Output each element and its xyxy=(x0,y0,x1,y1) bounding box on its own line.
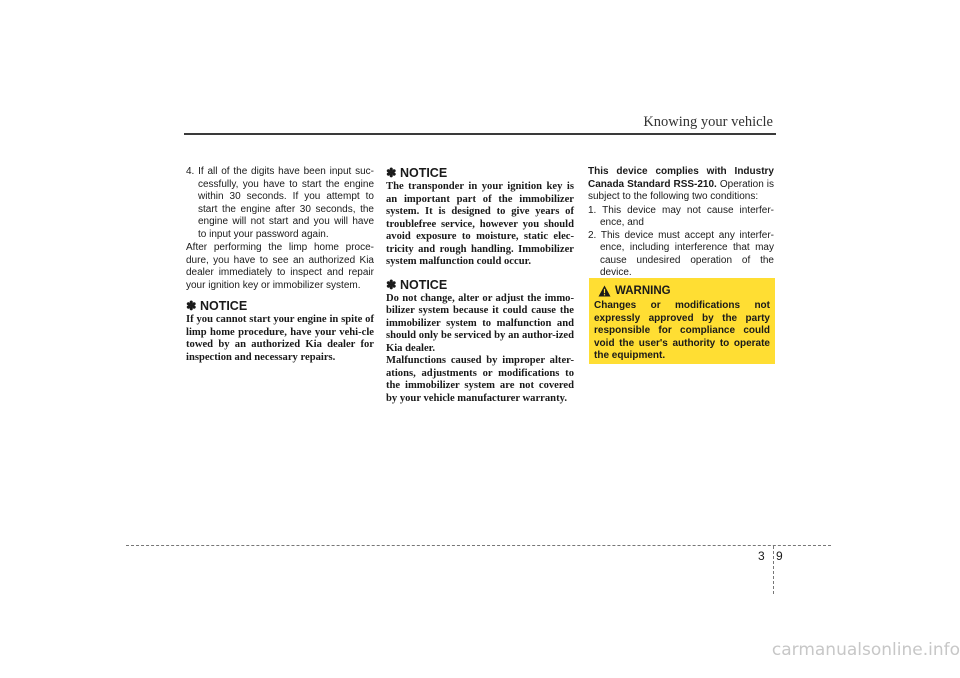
warning-heading: WARNING xyxy=(615,285,671,297)
notice-heading: ✽ NOTICE xyxy=(186,299,248,313)
section-title: Knowing your vehicle xyxy=(643,114,773,130)
watermark: carmanualsonline.info xyxy=(771,640,960,660)
step-4-text: 4. If all of the digits have been input suc-cessfully, you have to start the engine within 30 seconds. If you attempt to start the engine after 30 seconds, the engine will not start and you will have to input your password again. xyxy=(186,166,374,240)
limp-home-paragraph: After performing the limp home proce-dure, you have to see an authorized Kia dealer immediately to inspect and repair your ignition key or immobilizer system. xyxy=(186,242,374,291)
notice-body-transponder: The transponder in your ignition key is an important part of the immobilizer system. It is designed to give years of troublefree service, however you should avoid exposure to moisture, static elec-tricity and rough handling. Immobilizer system malfunction could occur. xyxy=(386,181,574,267)
compliance-conditions: Operation is subject to the following two conditions: xyxy=(588,178,774,202)
condition-2: 2. This device must accept any interfer-ence, including interference that may cause undesired operation of the device. xyxy=(588,229,774,278)
notice-heading-modification: ✽ NOTICE xyxy=(386,277,448,292)
warning-triangle-icon xyxy=(598,285,611,297)
notice-body-modification: Do not change, alter or adjust the immo-bilizer system because it could cause the immobilizer system to malfunction and should only be serviced by an author-ized Kia dealer. xyxy=(386,292,574,354)
chapter-number: 3 xyxy=(758,549,765,563)
condition-1: 1. This device may not cause interfer-ence, and xyxy=(588,204,774,228)
left-column xyxy=(186,166,374,364)
header-divider xyxy=(184,133,776,135)
middle-column xyxy=(386,166,574,405)
page-number-separator xyxy=(773,546,774,594)
page-number: 9 xyxy=(776,549,783,563)
notice-heading-transponder: ✽ NOTICE xyxy=(386,166,448,180)
warning-body: Changes or modifications not expressly approved by the party responsible for compliance could void the user's authority to operate the equipment. xyxy=(594,300,770,361)
footer-divider xyxy=(126,545,831,546)
compliance-statement: This device complies with Industry Canada Standard RSS-210. xyxy=(588,166,774,190)
notice-body: If you cannot start your engine in spite of limp home procedure, have your vehi-cle towed by an authorized Kia dealer for inspection and necessary repairs. xyxy=(186,314,374,363)
compliance-paragraph xyxy=(588,166,774,204)
notice-body-warranty: Malfunctions caused by improper alter-ations, adjustments or modifications to the immobilizer system are not covered by your vehicle manufacturer warranty. xyxy=(386,355,574,404)
right-column xyxy=(588,166,774,280)
